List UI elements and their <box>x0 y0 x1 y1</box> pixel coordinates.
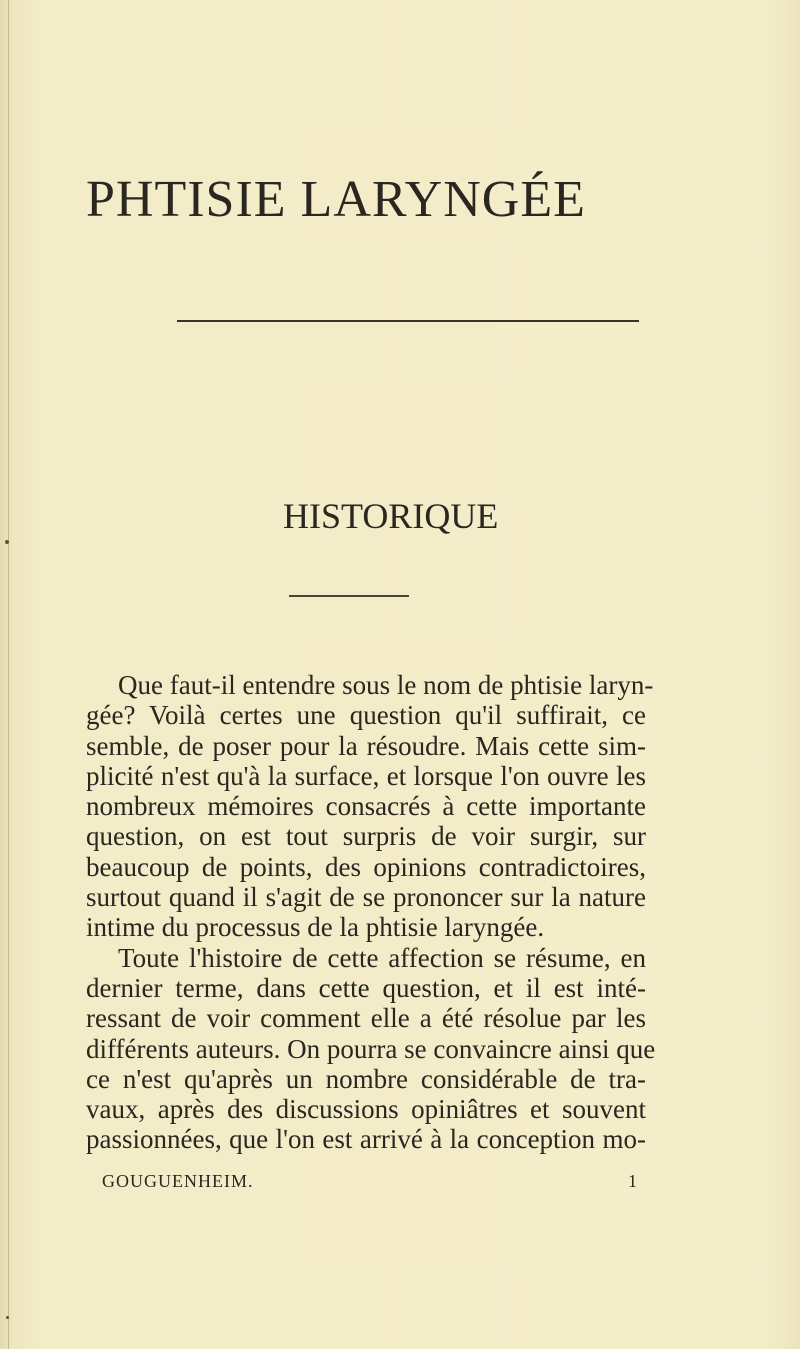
speck-mark <box>5 540 9 544</box>
page-edge-line <box>8 0 9 1349</box>
text-line: beaucoup de points, des opinions contradictoires, <box>86 851 646 882</box>
section-heading: HISTORIQUE <box>283 496 499 536</box>
text-line: gée? Voilà certes une question qu'il suffirait, ce <box>86 700 646 731</box>
text-line: passionnées, que l'on est arrivé à la conception mo- <box>86 1124 646 1155</box>
text-line: surtout quand il s'agit de se prononcer sur la nature <box>86 882 646 913</box>
printer-signature: GOUGUENHEIM. <box>102 1171 254 1191</box>
text-line: différents auteurs. On pourra se convaincre ainsi que <box>86 1033 656 1064</box>
paragraph-2 <box>86 942 656 1155</box>
text-line: vaux, après des discussions opiniâtres et souvent <box>86 1094 646 1125</box>
text-line: Que faut-il entendre sous le nom de phtisie laryn- <box>118 670 654 700</box>
text-line: dernier terme, dans cette question, et il est inté- <box>86 972 646 1003</box>
speck-mark <box>6 1316 9 1319</box>
page-title: PHTISIE LARYNGÉE <box>86 171 586 228</box>
text-line: ressant de voir comment elle a été résolue par les <box>86 1003 646 1034</box>
page-number: 1 <box>628 1171 638 1191</box>
section-rule <box>289 595 409 597</box>
text-line: question, on est tout surpris de voir surgir, sur <box>86 821 646 852</box>
body-text <box>86 670 656 1155</box>
paragraph-1 <box>86 670 654 943</box>
text-line: intime du processus de la phtisie laryngée. <box>86 912 545 943</box>
text-line: plicité n'est qu'à la surface, et lorsque l'on ouvre les <box>86 760 646 791</box>
text-line: Toute l'histoire de cette affection se résume, en <box>118 942 646 973</box>
text-line: semble, de poser pour la résoudre. Mais cette sim- <box>86 730 646 761</box>
text-line: nombreux mémoires consacrés à cette importante <box>86 791 646 822</box>
title-rule <box>177 320 639 322</box>
text-line: ce n'est qu'après un nombre considérable de tra- <box>86 1063 646 1094</box>
